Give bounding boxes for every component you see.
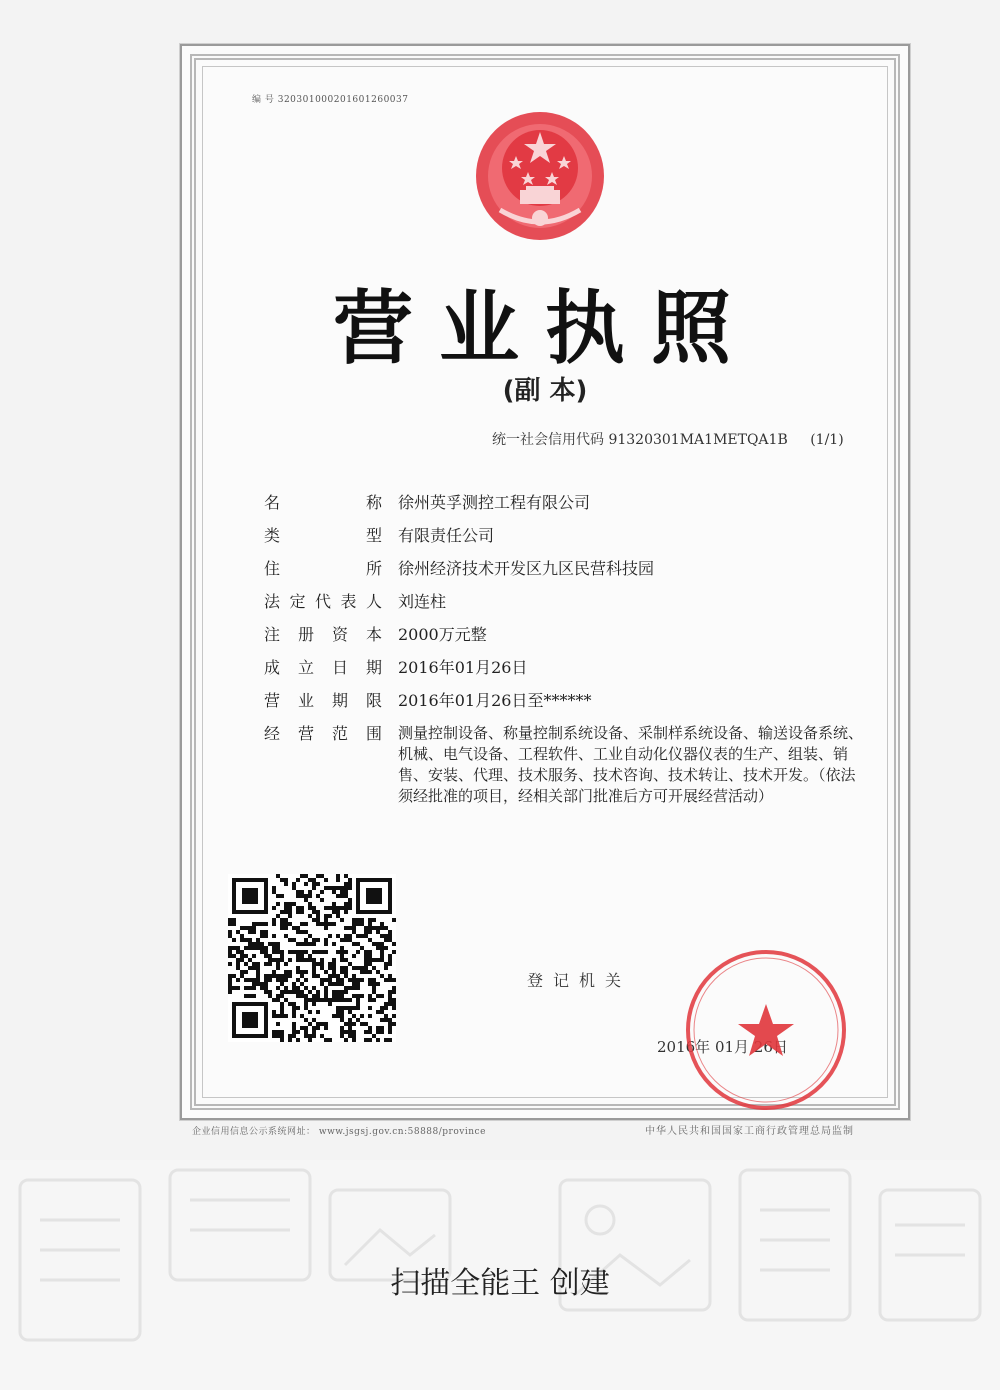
field-label: 成立日期: [264, 658, 384, 677]
qr-code-icon[interactable]: [228, 874, 396, 1042]
field-row-term: [264, 684, 864, 717]
field-row-type: [264, 519, 864, 552]
field-label: 住所: [264, 559, 384, 578]
field-value: 2016年01月26日至******: [398, 691, 592, 710]
field-row-scope: [264, 717, 864, 807]
footer-supervisor: 中华人民共和国国家工商行政管理总局监制: [645, 1126, 854, 1137]
field-value: 测量控制设备、称量控制系统设备、采制样系统设备、输送设备系统、机械、电气设备、工程软件、工业自动化仪器仪表的生产、组装、销售、安装、代理、技术服务、技术咨询、技术转让、技术开发。（依法须经批准的项目，经相关部门批准后方可开展经营活动）: [398, 724, 864, 805]
credit-code-value: 91320301MA1METQA1B: [608, 432, 788, 448]
field-value: 有限责任公司: [398, 526, 495, 545]
field-value: 徐州英孚测控工程有限公司: [398, 493, 591, 512]
serial-number: 编 号 320301000201601260037: [252, 95, 409, 105]
field-label: 名称: [264, 493, 384, 512]
footer-website: 企业信用信息公示系统网址： www.jsgsj.gov.cn:58888/province: [192, 1127, 486, 1137]
field-label: 法定代表人: [264, 592, 384, 611]
field-label: 营业期限: [264, 691, 384, 710]
official-seal-icon: [682, 946, 850, 1114]
license-fields: [264, 486, 864, 807]
credit-code-label: 统一社会信用代码: [492, 432, 604, 448]
field-value: 2016年01月26日: [398, 658, 528, 677]
license-subtitle: (副 本): [502, 376, 588, 406]
field-row-legal-rep: [264, 585, 864, 618]
field-value: 刘连柱: [398, 592, 447, 611]
field-row-established: [264, 651, 864, 684]
field-label: 经营范围: [264, 724, 384, 743]
camscanner-watermark: 扫描全能王 创建: [390, 1266, 610, 1301]
field-row-name: [264, 486, 864, 519]
field-value: 徐州经济技术开发区九区民营科技园: [398, 559, 655, 578]
credit-code-page: (1/1): [810, 432, 844, 448]
field-value: 2000万元整: [398, 625, 487, 644]
national-emblem-icon: [470, 106, 610, 246]
license-title: 营业执照: [333, 282, 757, 375]
field-label: 类型: [264, 526, 384, 545]
field-label: 注册资本: [264, 625, 384, 644]
credit-code-line: [492, 429, 844, 449]
registration-authority: 登记机关: [527, 971, 632, 990]
field-row-capital: [264, 618, 864, 651]
field-row-address: [264, 552, 864, 585]
issue-date: 2016年 01月 26日: [657, 1038, 788, 1056]
business-license-document: [180, 44, 910, 1137]
